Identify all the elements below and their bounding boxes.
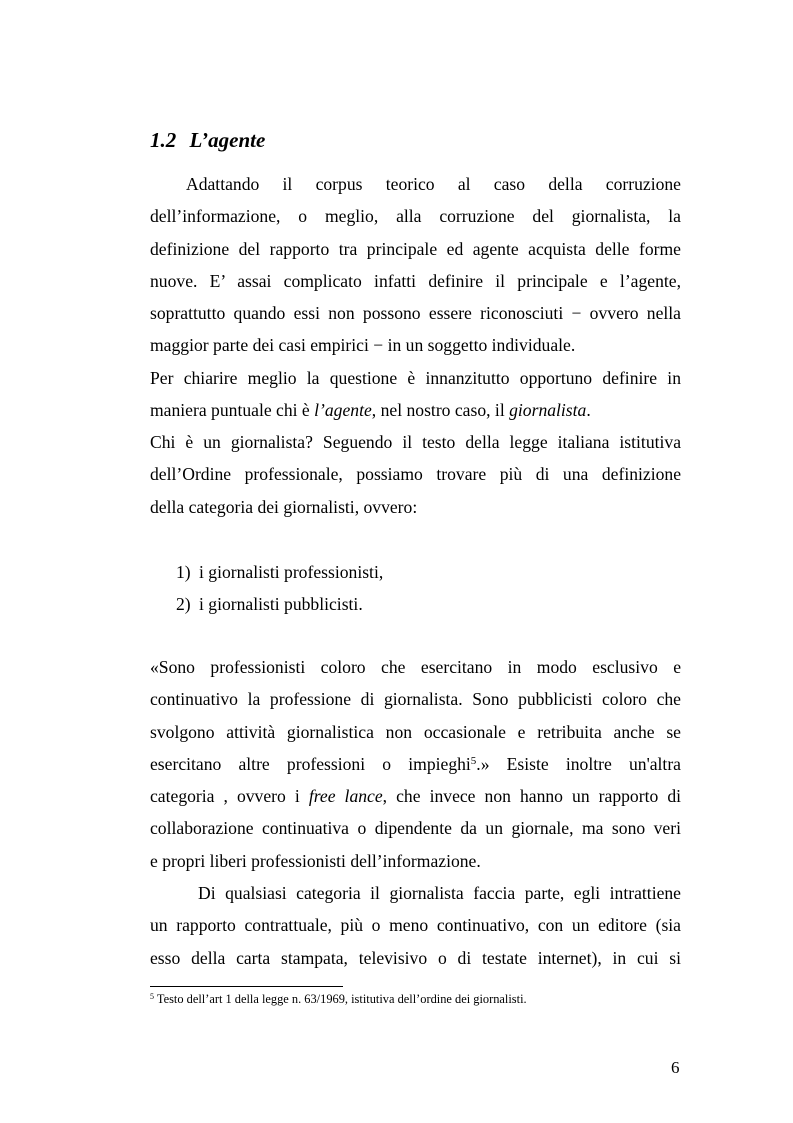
- section-number: 1.2: [150, 128, 177, 152]
- list-item: [176, 556, 383, 588]
- footnote: [150, 992, 527, 1007]
- paragraph-3-line: Chi è un giornalista? Seguendo il testo della legge italiana istitutiva: [150, 432, 681, 452]
- paragraph-1-line: dell’informazione, o meglio, alla corruzione del giornalista, la: [150, 206, 681, 227]
- paragraph-5-line: un rapporto contrattuale, più o meno continuativo, con un editore (sia: [150, 915, 681, 936]
- paragraph-3-line: dell’Ordine professionale, possiamo trovare più di una definizione: [150, 464, 681, 485]
- paragraph-3: [150, 426, 681, 523]
- paragraph-4-line: svolgono attività giornalistica non occasionale e retribuita anche se: [150, 721, 681, 742]
- list-marker: 1): [176, 562, 191, 582]
- paragraph-4-line: esercitano altre professioni o impieghi$^5$.» Esiste inoltre un'altra: [150, 753, 681, 774]
- term-free-lance: free lance: [308, 786, 383, 807]
- paragraph-2-line: Per chiarire meglio la questione è innanzitutto opportuno definire in: [150, 368, 681, 388]
- paragraph-1-line: maggior parte dei casi empirici − in un soggetto individuale.: [150, 335, 576, 356]
- page-number: 6: [671, 1058, 680, 1077]
- footnote-marker: 5: [150, 992, 154, 1001]
- paragraph-3-line: della categoria dei giornalisti, ovvero:: [150, 496, 418, 517]
- list-marker: 2): [176, 594, 191, 615]
- paragraph-4-line: continuativo la professione di giornalista. Sono pubblicisti coloro che: [150, 689, 681, 710]
- paragraph-4-line: e propri liberi professionisti dell’informazione.: [150, 850, 481, 871]
- footnote-reference: 5: [470, 754, 477, 767]
- paragraph-5-line: esso della carta stampata, televisivo o di testate internet), in cui si: [150, 947, 681, 968]
- footnote-text: Testo dell’art 1 della legge n. 63/1969, istitutiva dell’ordine dei giornalisti.: [154, 992, 527, 1006]
- term-agente: l’agente: [314, 400, 372, 421]
- paragraph-4: [150, 651, 681, 877]
- footnote-separator: [150, 986, 343, 987]
- term-giornalista: giornalista: [509, 400, 587, 421]
- paragraph-4-line: «Sono professionisti coloro che esercitano in modo esclusivo e: [150, 657, 681, 677]
- paragraph-1-line: Adattando il corpus teorico al caso della corruzione: [186, 174, 681, 194]
- definition-list: [176, 556, 383, 621]
- paragraph-2: [150, 362, 681, 427]
- list-item-text: i giornalisti professionisti,: [199, 562, 384, 582]
- paragraph-5: [150, 877, 681, 974]
- paragraph-1-line: soprattutto quando essi non possono essere riconosciuti − ovvero nella: [150, 303, 681, 324]
- list-item-text: i giornalisti pubblicisti.: [199, 594, 363, 615]
- section-heading: [150, 128, 265, 153]
- paragraph-5-line: Di qualsiasi categoria il giornalista faccia parte, egli intrattiene: [198, 883, 681, 903]
- list-item: [176, 588, 383, 620]
- paragraph-1-line: nuove. E’ assai complicato infatti definire il principale e l’agente,: [150, 270, 681, 291]
- paragraph-1-line: definizione del rapporto tra principale ed agente acquista delle forme: [150, 238, 681, 259]
- paragraph-2-line: maniera puntuale chi è l’agente, nel nostro caso, il giornalista.: [150, 400, 591, 421]
- paragraph-4-line: collaborazione continuativa o dipendente da un giornale, ma sono veri: [150, 818, 681, 839]
- paragraph-4-line: categoria , ovvero i free lance, che invece non hanno un rapporto di: [150, 786, 682, 807]
- paragraph-1: [150, 168, 681, 362]
- section-title: L’agente: [189, 128, 266, 152]
